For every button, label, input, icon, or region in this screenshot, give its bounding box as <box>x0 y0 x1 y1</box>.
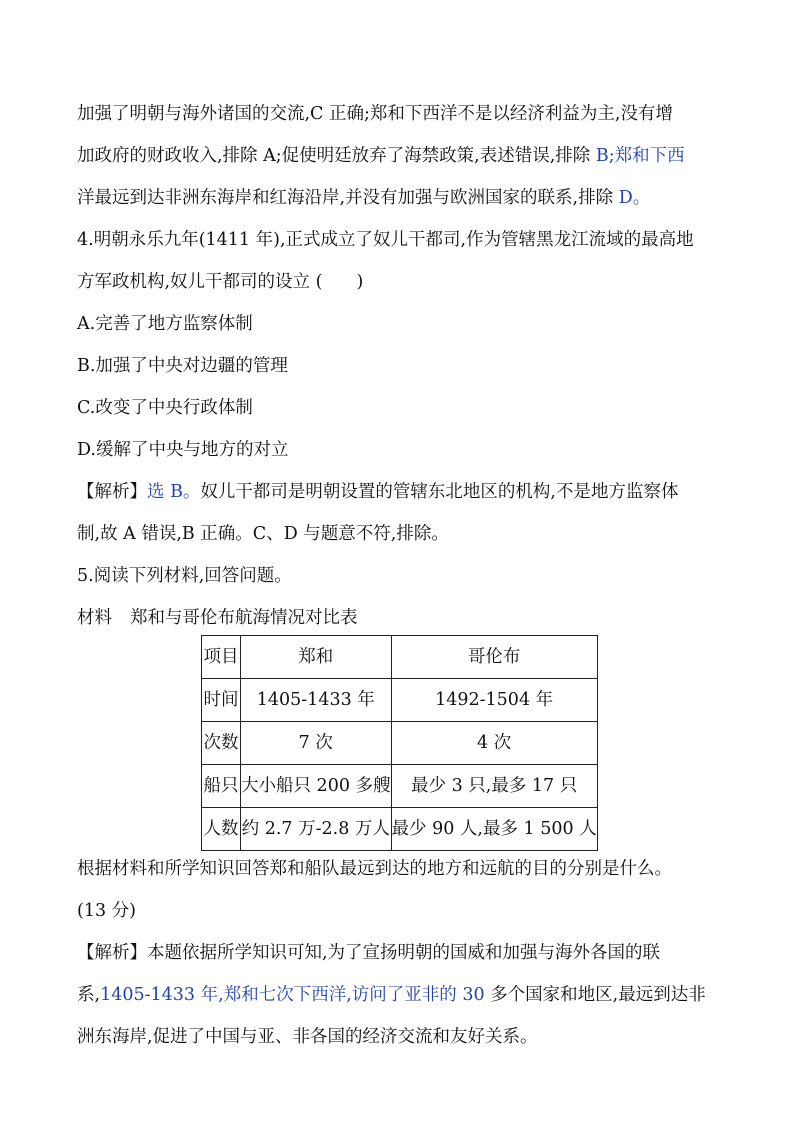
analysis-selection: 选 B。 <box>147 482 201 502</box>
document-page <box>77 93 722 1047</box>
analysis-text: 本题依据所学知识可知,为了宣扬明朝的国威和加强与海外各国的联 <box>147 943 661 963</box>
question-5-analysis-line-3 <box>77 1016 706 1058</box>
text-line <box>77 177 722 219</box>
analysis-label: 【解析】 <box>77 482 147 502</box>
table-row <box>202 679 598 722</box>
paragraph-text: 洋最远到达非洲东海岸和红海沿岸,并没有加强与欧洲国家的联系,排除 <box>77 188 619 208</box>
analysis-text: 系, <box>77 985 101 1005</box>
question-5-continued <box>77 848 706 1058</box>
question-4-line-2 <box>77 261 722 303</box>
table-cell: 1492-1504 年 <box>391 679 597 722</box>
table-cell: 次数 <box>202 722 241 765</box>
table-cell: 时间 <box>202 679 241 722</box>
question-5-analysis-line-2 <box>77 974 706 1016</box>
question-text: 根据材料和所学知识回答郑和船队最远到达的地方和远航的目的分别是什么。 <box>77 859 672 879</box>
analysis-label: 【解析】 <box>77 943 147 963</box>
option-c <box>77 387 722 429</box>
analysis-text: 奴儿干都司是明朝设置的管辖东北地区的机构,不是地方监察体 <box>200 482 679 502</box>
table-row <box>202 808 598 851</box>
analysis-text: 洲东海岸,促进了中国与亚、非各国的经济交流和友好关系。 <box>77 1027 538 1047</box>
table-header-cell: 哥伦布 <box>391 636 597 679</box>
material-heading <box>77 597 722 639</box>
points-text: (13 分) <box>77 901 136 921</box>
table-row <box>202 722 598 765</box>
table-cell: 人数 <box>202 808 241 851</box>
material-title: 郑和与哥伦布航海情况对比表 <box>130 608 358 628</box>
table-header-cell: 郑和 <box>241 636 392 679</box>
material-label: 材料 <box>77 608 112 628</box>
table-cell: 4 次 <box>391 722 597 765</box>
comparison-table-wrapper <box>201 635 598 851</box>
paragraph-text: 加强了明朝与海外诸国的交流,C 正确;郑和下西洋不是以经济利益为主,没有增 <box>77 104 673 124</box>
table-cell: 7 次 <box>241 722 392 765</box>
question-5-prompt <box>77 848 706 890</box>
analysis-text-highlight: 1405-1433 年,郑和七次下西洋,访问了亚非的 <box>100 985 463 1005</box>
table-cell: 约 2.7 万-2.8 万人 <box>241 808 392 851</box>
option-text: A.完善了地方监察体制 <box>77 314 253 334</box>
question-text: ) <box>356 272 364 292</box>
table-cell: 最少 90 人,最多 1 500 人 <box>391 808 597 851</box>
question-5-analysis-line-1 <box>77 932 706 974</box>
table-cell: 最少 3 只,最多 17 只 <box>391 765 597 808</box>
text-line <box>77 93 722 135</box>
analysis-text-highlight: 30 <box>462 985 485 1005</box>
table-cell: 1405-1433 年 <box>241 679 392 722</box>
comparison-table <box>201 635 598 851</box>
paragraph-text: 加政府的财政收入,排除 A;促使明廷放弃了海禁政策,表述错误,排除 <box>77 146 596 166</box>
question-text: 方军政机构,奴儿干都司的设立 ( <box>77 272 323 292</box>
question-5-points <box>77 890 706 932</box>
option-a <box>77 303 722 345</box>
paragraph-text-highlight: D。 <box>618 188 651 208</box>
option-text: C.改变了中央行政体制 <box>77 398 253 418</box>
table-cell: 大小船只 200 多艘 <box>241 765 392 808</box>
text-line <box>77 135 722 177</box>
option-text: B.加强了中央对边疆的管理 <box>77 356 288 376</box>
analysis-text: 制,故 A 错误,B 正确。C、D 与题意不符,排除。 <box>77 524 449 544</box>
paragraph-text-highlight: B;郑和下西 <box>595 146 685 166</box>
question-text: 5.阅读下列材料,回答问题。 <box>77 566 292 586</box>
option-b <box>77 345 722 387</box>
table-header-row <box>202 636 598 679</box>
question-text: 4.明朝永乐九年(1411 年),正式成立了奴儿干都司,作为管辖黑龙江流域的最高地 <box>77 230 694 250</box>
table-row <box>202 765 598 808</box>
option-text: D.缓解了中央与地方的对立 <box>77 440 289 460</box>
question-4-line-1 <box>77 219 722 261</box>
question-4-analysis-line-2 <box>77 513 722 555</box>
table-cell: 船只 <box>202 765 241 808</box>
question-4-analysis-line-1 <box>77 471 722 513</box>
analysis-text: 多个国家和地区,最远到达非 <box>484 985 706 1005</box>
option-d <box>77 429 722 471</box>
question-5-line-1 <box>77 555 722 597</box>
table-header-cell: 项目 <box>202 636 241 679</box>
